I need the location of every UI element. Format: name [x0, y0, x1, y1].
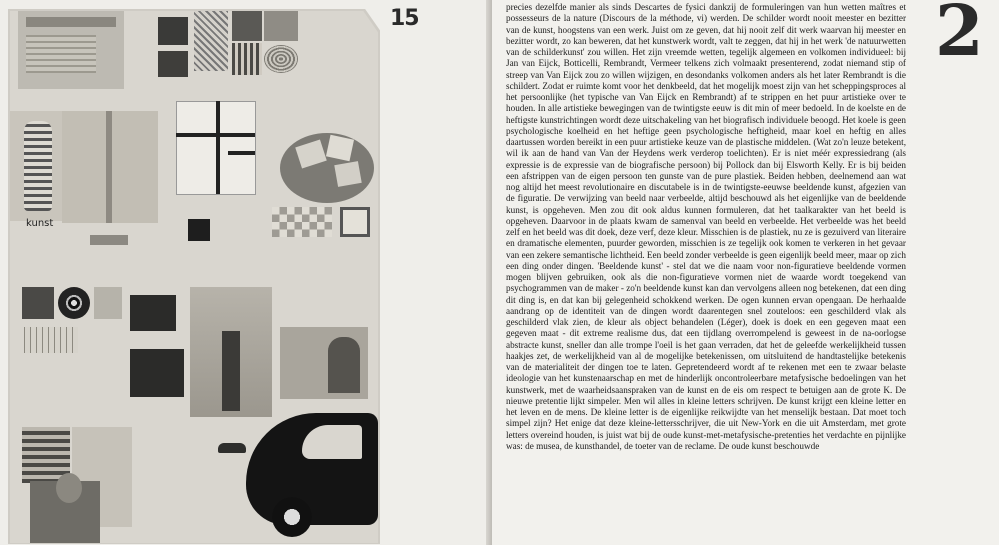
collage-small-car [218, 443, 246, 453]
collage-disc [58, 287, 90, 319]
collage-caption: kunst [26, 218, 54, 229]
collage-mondrian-line [216, 101, 220, 194]
collage-car-window [302, 425, 362, 459]
collage-textile [194, 11, 228, 71]
collage-plate-object [334, 161, 361, 187]
collage-textile [264, 11, 298, 41]
collage-panel [94, 287, 122, 319]
collage-textile [232, 11, 262, 41]
collage-instrument-case [130, 295, 176, 331]
collage-ruled-paper [24, 327, 78, 353]
collage-frame-square [340, 207, 370, 237]
collage-car-wheel [272, 497, 312, 537]
collage-strip [90, 235, 128, 245]
collage-mondrian-line [176, 133, 255, 137]
chapter-number: 2 [935, 0, 984, 72]
collage-plate-object [326, 135, 354, 162]
collage-dark-square [158, 17, 188, 45]
left-page [0, 0, 492, 545]
collage-plate [280, 133, 374, 203]
collage-document-lines [26, 35, 96, 73]
collage-panel [22, 287, 54, 319]
collage-instrument-case [130, 349, 184, 397]
collage-textile [232, 43, 262, 75]
collage-book-spine [106, 111, 112, 223]
collage-black-square [188, 219, 210, 241]
body-text: precies dezelfde manier als sinds Descartes de fysici dankzij de formuleringen van hun wetten maîtres et possesseurs de la nature (Discours de la méthode, vi) werden. De schilder wordt nooit meester en bezitter van de kunst, hoogstens van een werk. Juist om ze geven, dat hij nooit zelf dit werk waarvan hij meester en bezitter wordt, zo kan beweren, dat het kunstwerk wordt, valt te zeggen, dat hij in het werk 'de natuurwetten van de schilderkunst' zou willen. Het zijn vreemde wetten, tegelijk algemeen en volkomen individueel: bij Jan van Eijck, Botticelli, Rembrandt, Vermeer telkens zich volmaakt presenterend, zodat niemand stip of streep van Van Eijck zou zo willen wijzigen, en desondanks volkomen anders als het later Rembrandt is die schildert. Zodat er ruimte komt voor het denkbeeld, dat het mogelijk moest zijn van het scheppingsproces al het persoonlijke (het typische van Van Eijck en Rembrandt) af te strippen en het puur artistieke over te houden. In alle artistieke bewegingen van de twintigste eeuw is dit min of meer bedoeld. In de koelste en de heftigste kunstrichtingen wordt deze uitschakeling van het biografisch individuele beoogd. Het koele is geen psychologische koelheid en het heftige geen psychologische heftigheid, maar koel en heftig en alles daartussen worden bereikt in een puur artistieke keuze van de plastische middelen. (Wat zo'n leuze betekent, wil ik aan de hand van Van der Heydens werk verderop toelichten). Er is niet méér expressiedrang (als expressie is de expressie van de biografische persoon) bij Pollock dan bij Elsworth Kelly. Er is bij beiden een afstrippen van de eigen persoon ten gunste van de pure plastiek. Beiden hebben, deelnemend aan wat nog altijd het meest revolutionaire en discutabele is in de twintigste-eeuwse beeldende kunst, afgezien van de figuratie. De verwijzing van beeld naar verbeelde, altijd beschouwd als het eigenlijke van de beeldende kunst, is opgeheven. Men zou dit ook aldus kunnen formuleren, dat het taalkarakter van het beeld is opgeheven. Daarvoor in de plaats kwam de samenval van beeld en verbeelde. Het verbeelde was het beeld zelf en het beeld was dit doek, deze verf, deze kleur. Misschien is de plastiek, nu ze is gezuiverd van literaire en dramatische elementen, puurder geworden, misschien is ze tegelijk ook komen te verkeren in het gevaar van een zekere semantische lichtheid. Een beeld zonder verbeelde is geen eigenlijk beeld meer, maar op zich een ding onder dingen. 'Beeldende kunst' - stel dat we die naam voor non-figuratieve beeldende vormen mogen blijven gebruiken, ook als die non-figuratieve vormen niet de waarde wordt toegekend van psychogrammen van de maker - zo'n beeldende kunst kan dan vervolgens alleen nog betekenen, dat een ding dit ding is, en dat kan bij gelegenheid schokkend werken. De ogen kunnen ervan opengaan. De herhaalde aandrang op de identiteit van de dingen wordt daarentegen snel zouteloos: een geschilderd vlak als geschilderd vlak zien, de kleur als object behandelen (Léger), doek is doek en een gegeven maat een gegeven maat - dit extreme realisme dus, dat een tijdlang overrompelend is geweest in de na-oorlogse abstracte kunst, sneller dan alle trompe l'oeil is het gaan verraden, dat het de geleefde werkelijkheid tussen haakjes zet, de werkelijkheid van al de mogelijke betekenissen, om uitsluitend de handtastelijke betekenis van de materialiteit der dingen toe te laten. Gepretendeerd wordt af te rekenen met een te zwaar belaste ideologie van het kunstenaarschap en met de hinderlijk oncontroleerbare metafysische bedoelingen van het kunstwerk, met de waarheidsaanspraken van de kunst en de eis om respect te betuigen aan de grote K. De nieuwe pretentie lijkt simpeler. Men wil alles in kleine letters schrijven. De kunst krijgt een kleine letter en het leven en de mens. De kleine letter is de eigenlijke reikwijdte van het menselijk bestaan. Dat moet toch simpel zijn? Het enige dat deze kleine-lettersschrijver, die uit New-York en die uit Amsterdam, met grote letters overeind houden, is juist wat bij de oude kunst-met-metafysische-pretenties het verdachte en pijnlijke was: de musea, de kunsthandel, de toeter van de reclame. De oude kunst beschouwde [506, 2, 907, 451]
collage-textile [264, 45, 298, 73]
page-number: 15 [390, 6, 419, 31]
collage-photo-portrait-figure [328, 337, 360, 393]
collage-dark-square [158, 51, 188, 77]
collage-artwork [10, 11, 378, 543]
collage-document-stamp [26, 17, 116, 27]
collage-checker [272, 207, 332, 237]
collage-photographer-head [56, 473, 82, 503]
collage-figure [24, 121, 52, 211]
collage-photo-man [222, 331, 240, 411]
collage-mondrian-line [228, 151, 255, 155]
